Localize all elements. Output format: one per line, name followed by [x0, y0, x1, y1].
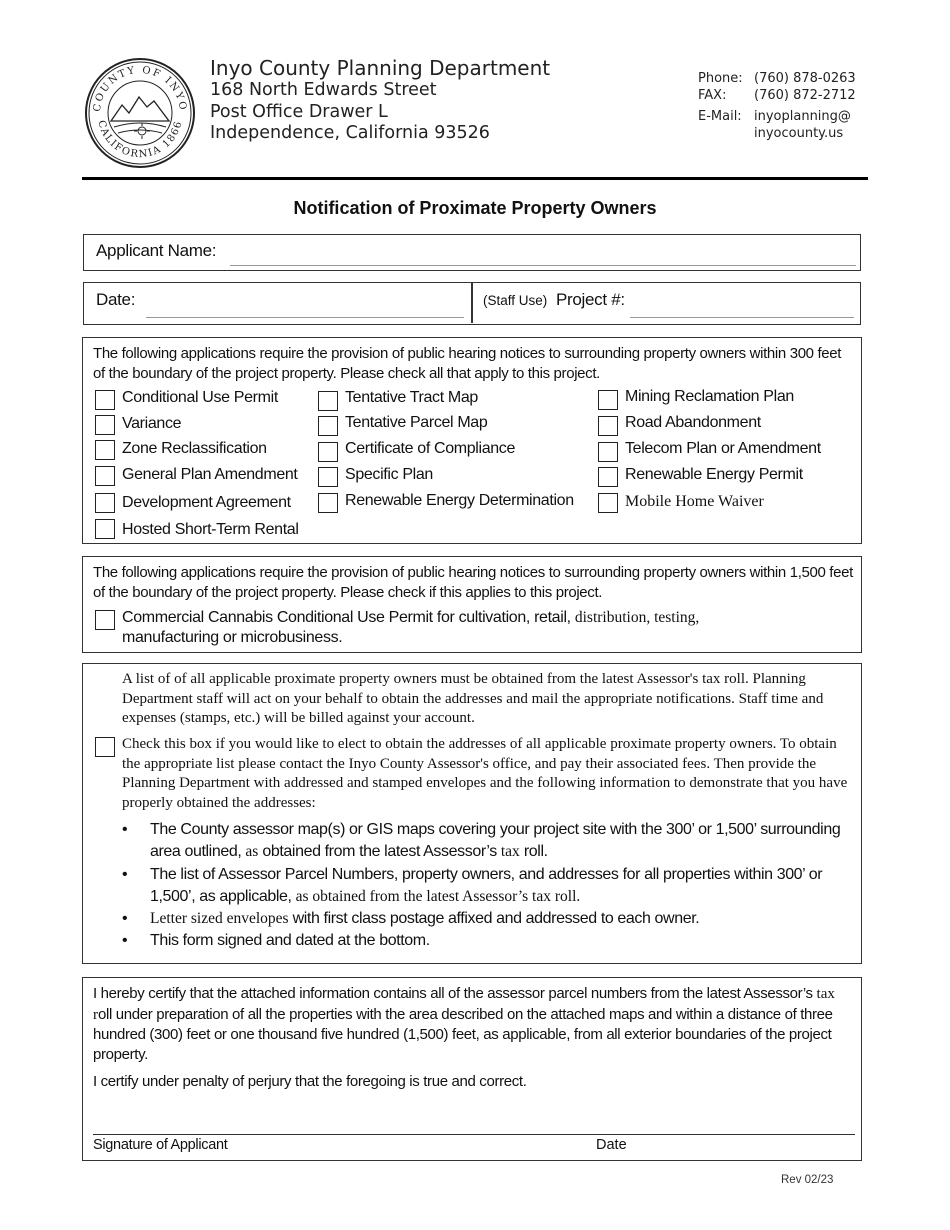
cannabis-text-2: distribution, testing, [574, 609, 700, 626]
option-mobile-home-waiver: Mobile Home Waiver [625, 493, 764, 510]
req-maps-text-3: obtained from the latest Assessor’s [262, 843, 497, 860]
header-divider [82, 177, 868, 180]
option-hosted-short-term-rental: Hosted Short-Term Rental [122, 521, 299, 538]
certification-section [82, 977, 862, 1161]
option-variance: Variance [122, 415, 182, 432]
cert-text-1: I hereby certify that the attached information contains all of the assessor parcel numbers from the latest Assessor’s [93, 985, 813, 1002]
req-envelopes-text-1: Letter sized envelopes [150, 910, 289, 927]
owners-list-intro: A list of of all applicable proximate property owners must be obtained from the latest Assessor's tax roll. Planning Department staff will act on your behalf to obtain the addresses and mail the appropriate notifications. Staff time and expenses (stamps, etc.) will be billed against your account. [122, 671, 824, 726]
notice-300ft-section [82, 337, 862, 544]
req-list-text-1: The list of Assessor Parcel Numbers, property owners, and addresses for all properties within 300’ or 1,500’, as applicable, [150, 866, 823, 905]
date-label: Date: [96, 290, 136, 309]
option-renewable-energy-determination: Renewable Energy Determination [345, 492, 574, 509]
checkbox-road-abandonment[interactable] [598, 416, 618, 436]
certification-statement [93, 984, 855, 1064]
option-telecom-plan: Telecom Plan or Amendment [625, 440, 821, 457]
notice-300ft-intro: The following applications require the provision of public hearing notices to surrounding property owners within 300 feet of the boundary of the project property. Please check all that apply to this project. [93, 345, 842, 382]
option-renewable-energy-permit: Renewable Energy Permit [625, 466, 803, 483]
req-maps-text-5: roll. [523, 843, 548, 860]
requirement-parcel-list [122, 864, 857, 908]
contact-block [698, 70, 856, 142]
checkbox-self-obtain-addresses[interactable] [95, 737, 115, 757]
staff-use-label: (Staff Use) [483, 293, 548, 308]
signature-label: Signature of Applicant [93, 1137, 228, 1153]
option-tentative-parcel-map: Tentative Parcel Map [345, 414, 488, 431]
option-development-agreement: Development Agreement [122, 494, 291, 511]
requirement-maps [122, 819, 857, 863]
organization-block [210, 56, 550, 145]
checkbox-renewable-energy-determination[interactable] [318, 493, 338, 513]
signature-line[interactable] [93, 1134, 855, 1135]
form-title: Notification of Proximate Property Owners [293, 198, 657, 218]
checkbox-hosted-short-term-rental[interactable] [95, 519, 115, 539]
option-zone-reclassification: Zone Reclassification [122, 440, 267, 457]
checkbox-variance[interactable] [95, 415, 115, 435]
email-label: E-Mail: [698, 109, 742, 124]
applicant-name-box [83, 234, 861, 271]
county-seal [84, 57, 196, 169]
checkbox-zone-reclassification[interactable] [95, 440, 115, 460]
req-signed-text: This form signed and dated at the bottom. [150, 932, 430, 949]
checkbox-general-plan-amendment[interactable] [95, 466, 115, 486]
org-name: Inyo County Planning Department [210, 56, 551, 80]
date-project-box [83, 282, 861, 325]
checkbox-mining-reclamation-plan[interactable] [598, 390, 618, 410]
address-line-1: 168 North Edwards Street [210, 80, 437, 100]
signature-date-label: Date [596, 1137, 627, 1153]
field-divider [471, 283, 473, 323]
applicant-name-label: Applicant Name: [96, 241, 217, 260]
option-commercial-cannabis [122, 608, 822, 648]
email-line-2: inyocounty.us [754, 126, 844, 141]
req-maps-text-1: The County assessor map(s) or GIS maps covering your project site with the 300’ or 1,500’ surrounding area outlined, [150, 821, 841, 860]
self-obtain-instructions: Check this box if you would like to elect to obtain the addresses of all applicable proximate property owners. To obtain the appropriate list please contact the Inyo County Assessor's office, and pay their associated fees. Then provide the Planning Department with addressed and stamped envelopes and the following information to demonstrate that you have properly obtained the addresses: [122, 736, 848, 811]
option-tentative-tract-map: Tentative Tract Map [345, 389, 478, 406]
req-list-text-2: as obtained from the latest Assessor’s tax roll. [295, 888, 581, 905]
phone-label: Phone: [698, 71, 743, 86]
seal-text-top: COUNTY OF INYO [91, 64, 189, 113]
applicant-name-input[interactable] [230, 245, 856, 266]
requirement-signed-form [122, 930, 857, 952]
owners-list-section [82, 663, 862, 964]
option-specific-plan: Specific Plan [345, 466, 433, 483]
notice-1500ft-section [82, 556, 862, 653]
option-conditional-use-permit: Conditional Use Permit [122, 389, 278, 406]
option-certificate-of-compliance: Certificate of Compliance [345, 440, 515, 457]
cannabis-text-3: manufacturing or microbusiness. [122, 629, 343, 646]
option-mining-reclamation-plan: Mining Reclamation Plan [625, 388, 794, 405]
checkbox-specific-plan[interactable] [318, 467, 338, 487]
req-maps-text-4: tax [500, 843, 520, 860]
checkbox-mobile-home-waiver[interactable] [598, 493, 618, 513]
checkbox-commercial-cannabis[interactable] [95, 610, 115, 630]
address-line-3: Independence, California 93526 [210, 123, 490, 143]
requirement-envelopes [122, 908, 857, 930]
req-maps-text-2: as [245, 843, 259, 860]
email-line-1: inyoplanning@ [754, 109, 851, 124]
cert-text-2: tax r [93, 986, 835, 1023]
checkbox-development-agreement[interactable] [95, 493, 115, 513]
address-line-2: Post Office Drawer L [210, 101, 388, 122]
cert-text-3: oll under preparation of all the properties with the area described on the attached maps and within a distance of three hundred (300) feet or one thousand five hundred (1,500) feet, as applicable, from all exterior boundaries of the project property. [93, 1005, 833, 1063]
perjury-statement: I certify under penalty of perjury that the foregoing is true and correct. [93, 1073, 527, 1090]
date-input[interactable] [146, 297, 464, 318]
phone-number: (760) 878-0263 [754, 71, 856, 86]
checkbox-telecom-plan[interactable] [598, 442, 618, 462]
checkbox-conditional-use-permit[interactable] [95, 390, 115, 410]
option-road-abandonment: Road Abandonment [625, 414, 761, 431]
checkbox-renewable-energy-permit[interactable] [598, 467, 618, 487]
seal-text-bottom: CALIFORNIA 1866 [95, 119, 185, 161]
requirements-list [122, 819, 857, 952]
fax-label: FAX: [698, 88, 727, 103]
checkbox-certificate-of-compliance[interactable] [318, 442, 338, 462]
option-general-plan-amendment: General Plan Amendment [122, 466, 298, 483]
project-number-label: Project #: [556, 290, 625, 309]
notice-1500ft-intro: The following applications require the provision of public hearing notices to surrounding property owners within 1,500 feet of the boundary of the project property. Please check if this applies to this project. [93, 564, 853, 601]
fax-number: (760) 872-2712 [754, 88, 856, 103]
cannabis-text-1: Commercial Cannabis Conditional Use Permit for cultivation, retail, [122, 609, 571, 626]
req-envelopes-text-2: with first class postage affixed and addressed to each owner. [292, 910, 700, 927]
checkbox-tentative-parcel-map[interactable] [318, 416, 338, 436]
revision-label: Rev 02/23 [781, 1174, 834, 1186]
checkbox-tentative-tract-map[interactable] [318, 391, 338, 411]
project-number-input[interactable] [630, 297, 854, 318]
